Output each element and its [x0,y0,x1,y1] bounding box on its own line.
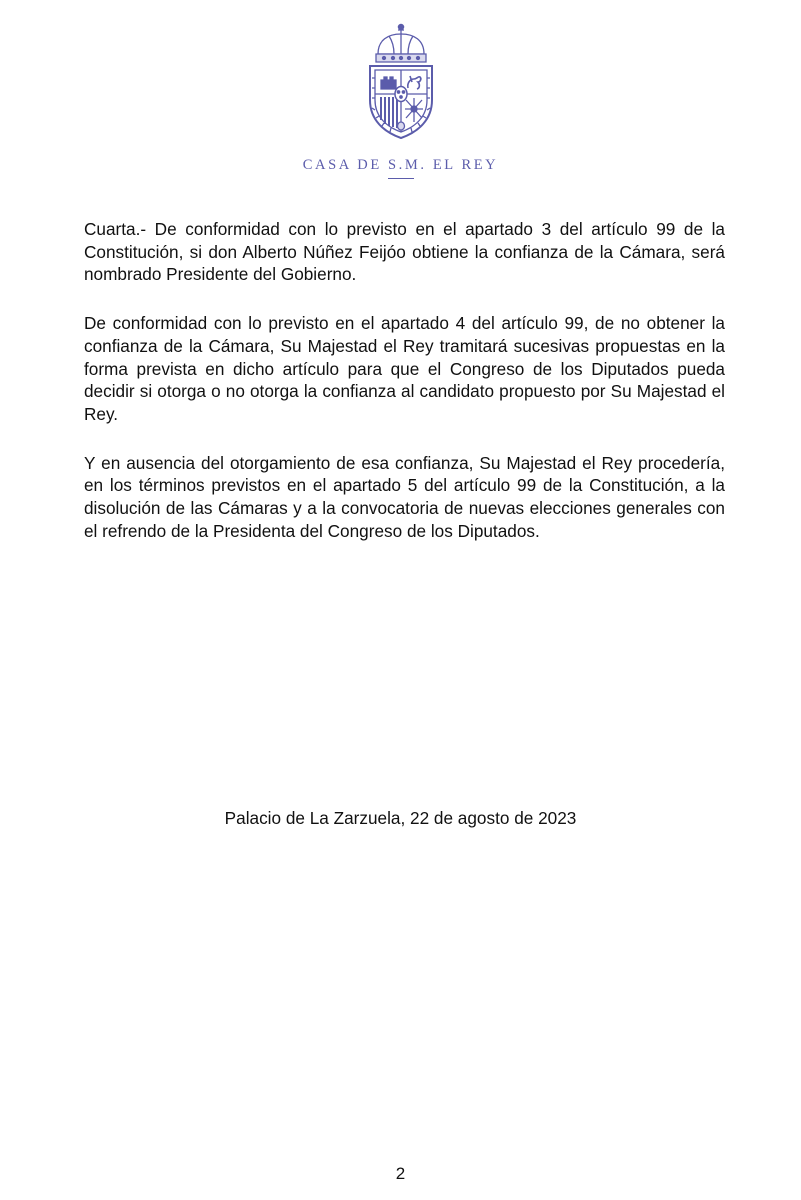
page-number: 2 [395,1164,406,1183]
paragraph-cuarta: Cuarta.- De conformidad con lo previsto en el apartado 3 del artículo 99 de la Constitución, si don Alberto Núñez Feijóo obtiene la confianza de la Cámara, será nombrado Presidente del Gobierno. [84,219,725,285]
document-body [84,218,725,568]
place-and-date: Palacio de La Zarzuela, 22 de agosto de 2023 [224,808,577,828]
paragraph-apartado-4: De conformidad con lo previsto en el apartado 4 del artículo 99, de no obtener la confianza de la Cámara, Su Majestad el Rey tramitará sucesivas propuestas en la forma prevista en dicho artículo para que el Congreso de los Diputados pueda decidir si otorga o no otorga la confianza al candidato propuesto por Su Majestad el Rey. [84,313,725,424]
letterhead-divider [388,178,414,179]
letterhead [0,0,801,190]
royal-coat-of-arms-icon [360,22,442,140]
paragraph-disolucion: Y en ausencia del otorgamiento de esa confianza, Su Majestad el Rey procedería, en los términos previstos en el apartado 5 del artículo 99 de la Constitución, a la disolución de las Cámaras y a la convocatoria de nuevas elecciones generales con el refrendo de la Presidenta del Congreso de los Diputados. [84,452,725,541]
royal-house-name: CASA DE S.M. EL REY [302,157,499,173]
